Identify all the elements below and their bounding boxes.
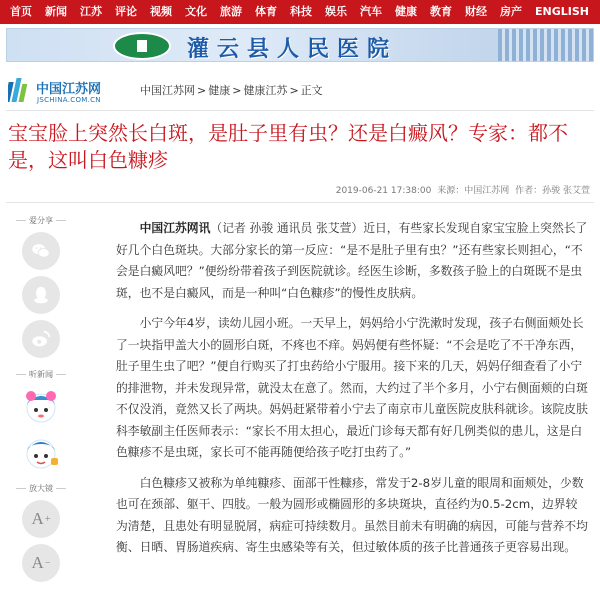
listen-label: 听新闻 — [14, 368, 68, 380]
article-date: 2019-06-21 17:38:00 — [335, 186, 432, 196]
logo-text-cn: 中国江苏网 — [36, 82, 102, 97]
weibo-share-button[interactable] — [22, 320, 60, 358]
article-author: 孙骏 张艾萱 — [542, 186, 590, 196]
listen-male-voice-button[interactable] — [21, 432, 61, 472]
zoom-in-letter: A — [31, 509, 44, 528]
nav-item-finance[interactable]: 财经 — [465, 5, 487, 18]
nav-item-edu[interactable]: 教育 — [430, 5, 452, 18]
article-title: 宝宝脸上突然长白斑，是肚子里有虫？还是白癜风？专家：都不是，这叫白色糠疹 — [8, 121, 568, 172]
paragraph-text: （记者 孙骏 通讯员 张艾萱）近日，有些家长发现自家宝宝脸上突然长了好几个白色斑块。大部分家长的第一反应：“是不是肚子里有虫？”还有些家长则担心，“不会是白癜风吧？”便纷纷带着孩子到医院就诊。经医生诊断，多数孩子脸上的白斑既不是虫斑，也不是白癜风，而是一种叫“白色糠疹”的慢性皮肤病。 — [116, 221, 588, 300]
divider — [6, 110, 594, 111]
article-paragraph — [116, 218, 588, 304]
weibo-icon — [30, 328, 52, 350]
site-logo[interactable] — [8, 76, 120, 106]
share-label: 爱分享 — [14, 214, 68, 226]
author-label: 作者： — [515, 186, 543, 196]
breadcrumb: 中国江苏网 > 健康 > 健康江苏 > 正文 — [140, 84, 323, 97]
top-nav — [0, 0, 600, 24]
article-paragraph: 小宁今年4岁，读幼儿园小班。一天早上，妈妈给小宁洗漱时发现，孩子右侧面颊处长了一块指甲盖大小的圆形白斑，不疼也不痒。妈妈便有些怀疑：“不会是吃了不干净东西，肚子里生虫了吧？”便自行购买了打虫药给小宁服用。接下来的几天，妈妈仔细查看了小宁的排泄物，并未发现异常，就没太在意了。然而，大约过了半个多月，小宁右侧面颊的白斑不仅没消，竟然又长了两块。妈妈赶紧带着小宁去了南京市儿童医院皮肤科就诊。该院皮肤科李敏副主任医师表示：“家长不用太担心，最近门诊每天都有好几例类似的患儿，这是白色糠疹不是虫斑，家长可不能再随便给孩子吃打虫药了。” — [116, 316, 588, 459]
zoom-label: 放大镜 — [14, 482, 68, 494]
boy-mascot-icon — [21, 432, 61, 472]
breadcrumb-item-health-jiangsu[interactable]: 健康江苏 — [243, 84, 288, 97]
logo-text-en: JSCHINA.COM.CN — [37, 96, 101, 104]
wechat-share-button[interactable] — [22, 232, 60, 270]
hospital-banner[interactable] — [6, 28, 594, 62]
nav-item-sports[interactable]: 体育 — [255, 5, 277, 18]
qq-icon — [30, 284, 52, 306]
building-image — [498, 29, 593, 62]
plus-icon: + — [44, 513, 51, 525]
nav-item-english[interactable]: ENGLISH — [535, 5, 589, 18]
nav-item-health[interactable]: 健康 — [395, 5, 417, 18]
jschina-logo-icon — [8, 76, 34, 104]
nav-item-tech[interactable]: 科技 — [290, 5, 312, 18]
listen-female-voice-button[interactable] — [21, 386, 61, 426]
side-toolbar — [14, 214, 68, 582]
breadcrumb-item-current: 正文 — [300, 84, 323, 97]
article-paragraph: 白色糠疹又被称为单纯糠疹、面部干性糠疹，常发于2-8岁儿童的眼周和面颊处，少数也可在颈部、躯干、四肢。一般为圆形或椭圆形的多块斑块，直径约为0.5-2cm，边界较为清楚，且患处有明显脱屑，病症可持续数月。虽然目前未有明确的病因，可能与营养不均衡、日晒、胃肠道疾病、寄生虫感染等有关，但过敏体质的孩子比普通孩子更容易出现。 — [116, 475, 588, 554]
nav-item-culture[interactable]: 文化 — [185, 5, 207, 18]
lead-source: 中国江苏网讯 — [139, 221, 211, 235]
divider — [6, 202, 594, 203]
nav-item-home[interactable]: 首页 — [10, 5, 32, 18]
hospital-logo-icon — [113, 32, 171, 60]
article-body — [116, 218, 588, 568]
source-label: 来源： — [437, 186, 465, 196]
breadcrumb-item-health[interactable]: 健康 — [208, 84, 231, 97]
zoom-out-button[interactable] — [22, 544, 60, 582]
zoom-in-button[interactable] — [22, 500, 60, 538]
nav-item-video[interactable]: 视频 — [150, 5, 172, 18]
nav-item-news[interactable]: 新闻 — [45, 5, 67, 18]
minus-icon: − — [44, 557, 51, 569]
nav-item-comment[interactable]: 评论 — [115, 5, 137, 18]
zoom-out-letter: A — [31, 553, 44, 572]
girl-mascot-icon — [21, 386, 61, 426]
breadcrumb-item-site[interactable]: 中国江苏网 — [140, 84, 195, 97]
wechat-icon — [30, 240, 52, 262]
nav-item-jiangsu[interactable]: 江苏 — [80, 5, 102, 18]
article-meta — [333, 183, 590, 196]
banner-hospital-name: 灌云县人民医院 — [187, 36, 398, 62]
nav-item-house[interactable]: 房产 — [500, 5, 522, 18]
nav-item-ent[interactable]: 娱乐 — [325, 5, 347, 18]
article-source[interactable]: 中国江苏网 — [464, 186, 510, 196]
nav-item-auto[interactable]: 汽车 — [360, 5, 382, 18]
nav-item-travel[interactable]: 旅游 — [220, 5, 242, 18]
qq-share-button[interactable] — [22, 276, 60, 314]
